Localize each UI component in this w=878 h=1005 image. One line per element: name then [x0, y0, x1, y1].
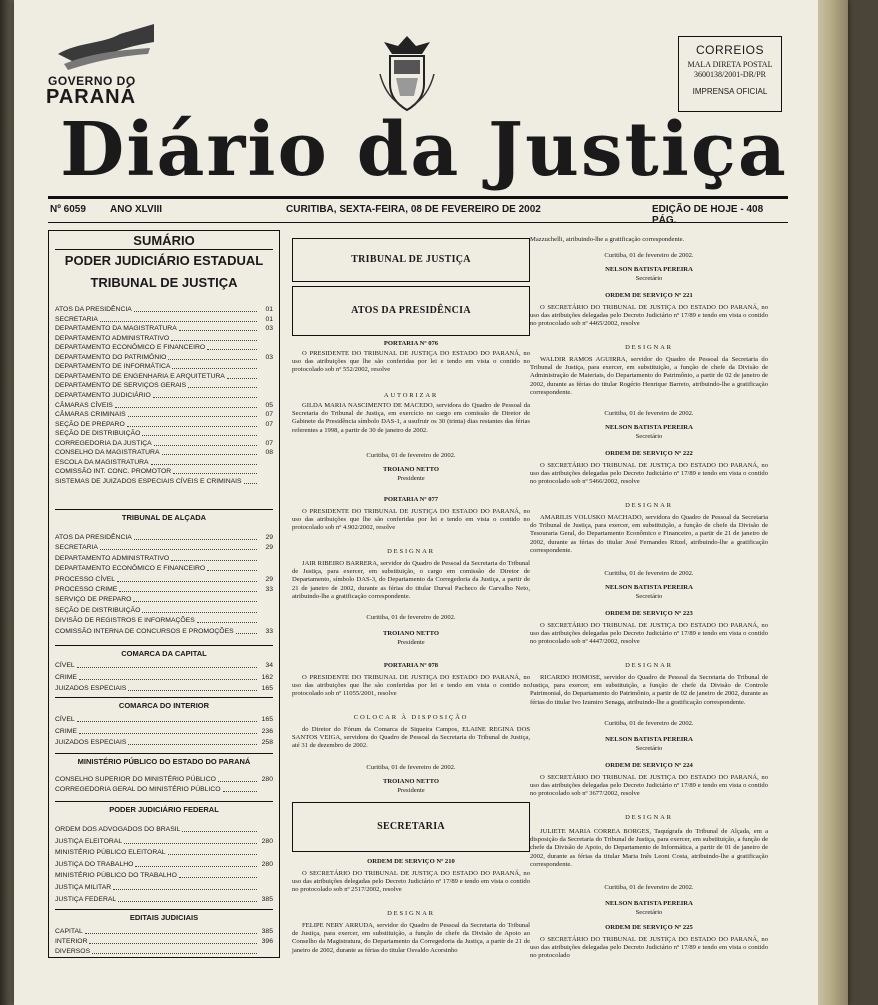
toc-entry — [55, 353, 273, 363]
toc-leader-dots — [134, 533, 257, 540]
toc-section-title: COMARCA DA CAPITAL — [121, 649, 207, 658]
newspaper-page — [14, 0, 848, 1005]
toc-entry-label: MINISTÉRIO PÚBLICO DO TRABALHO — [55, 872, 177, 880]
divider — [55, 753, 273, 754]
toc-entry-page: 07 — [265, 439, 273, 447]
ordem-role: Secretário — [635, 275, 663, 282]
toc-entry-page — [259, 343, 273, 353]
toc-entry — [55, 439, 273, 449]
toc-entry — [55, 343, 273, 353]
gov-line1: GOVERNO DO — [48, 74, 136, 88]
toc-entry-page: 03 — [265, 353, 273, 361]
toc-section-title: PODER JUDICIÁRIO FEDERAL — [109, 805, 219, 814]
toc-entry-label: DIVISÃO DE REGISTROS E INFORMAÇÕES — [55, 617, 195, 625]
toc-entry — [55, 616, 273, 626]
toc-entry-page — [259, 429, 273, 439]
section-box-tribunal: TRIBUNAL DE JUSTIÇA — [292, 238, 530, 282]
toc-entry-label: ORDEM DOS ADVOGADOS DO BRASIL — [55, 826, 181, 833]
portaria-signer: TROIANO NETTO — [382, 466, 440, 473]
sumario-title: SUMÁRIO — [133, 233, 195, 248]
toc-section-title: MINISTÉRIO PÚBLICO DO ESTADO DO PARANÁ — [77, 757, 251, 766]
toc-entry-label: CÂMARAS CÍVEIS — [55, 401, 113, 409]
toc-entry-page: 33 — [265, 627, 273, 635]
toc-leader-dots — [207, 564, 257, 571]
toc-entry-label: DEPARTAMENTO DE SERVIÇOS GERAIS — [55, 382, 187, 390]
portaria-verb: COLOCAR À DISPOSIÇÃO — [353, 714, 469, 721]
toc-entry-page: 07 — [265, 411, 273, 419]
issue-number: Nº 6059 — [50, 204, 86, 215]
issue-year: ANO XLVIII — [110, 204, 163, 215]
ordem-intro: O SECRETÁRIO DO TRIBUNAL DE JUSTIÇA DO ESTADO DO PARANÁ, no uso das atribuições delegadas pelo Decreto Judiciário nº 17/89 e tendo em vista o contido no protocolado sob nº 4447/2002, resolve — [530, 622, 768, 646]
toc-entry — [55, 315, 273, 325]
portaria-title: PORTARIA Nº 077 — [383, 496, 439, 503]
toc-leader-dots — [119, 585, 257, 592]
toc-entry — [55, 391, 273, 401]
toc-entry — [55, 420, 273, 430]
toc-entry-page: 385 — [261, 895, 273, 903]
toc-entry-label: DEPARTAMENTO ADMINISTRATIVO — [55, 334, 170, 342]
toc-entry-page: 165 — [261, 716, 273, 723]
toc-entry-label: CONSELHO DA MAGISTRATURA — [55, 449, 160, 457]
toc-entry-label: DIVERSOS — [55, 948, 91, 955]
toc-entry-page: 29 — [265, 544, 273, 552]
toc-entry-label: JUSTIÇA MILITAR — [55, 884, 112, 891]
toc-entry-label: CRIME — [55, 727, 77, 735]
toc-entry-label: JUSTIÇA ELEITORAL — [55, 837, 123, 845]
sumario-heading-2: TRIBUNAL DE JUSTIÇA — [90, 275, 238, 290]
toc-entry — [55, 305, 273, 315]
toc-entry-label: DEPARTAMENTO JUDICIÁRIO — [55, 391, 151, 399]
toc-leader-dots — [89, 937, 257, 944]
toc-entry — [55, 661, 273, 671]
toc-leader-dots — [154, 439, 257, 446]
portaria-verb: AUTORIZAR — [383, 392, 439, 399]
toc-entry-page — [259, 362, 273, 372]
toc-leader-dots — [128, 684, 257, 691]
toc-entry-page — [259, 381, 273, 391]
toc-entry — [55, 837, 273, 847]
toc-leader-dots — [77, 715, 257, 722]
ordem-signer: NELSON BATISTA PEREIRA — [605, 266, 693, 273]
toc-entry-label: SERVIÇO DE PREPARO — [55, 596, 132, 604]
toc-entry — [55, 848, 273, 858]
book-binding — [0, 0, 14, 1005]
toc-section-title: EDITAIS JUDICIAIS — [129, 913, 199, 922]
toc-entry-label: DEPARTAMENTO ECONÔMICO E FINANCEIRO — [55, 565, 206, 573]
toc-entry-page: 29 — [265, 575, 273, 583]
toc-section-title: COMARCA DO INTERIOR — [118, 701, 210, 710]
toc-entry — [55, 775, 273, 785]
toc-leader-dots — [171, 554, 257, 561]
ordem-role: Secretário — [635, 593, 663, 600]
page-edge-stack — [818, 0, 848, 1005]
masthead-title: Diário da Justiça — [60, 107, 788, 193]
ordem-signer: NELSON BATISTA PEREIRA — [605, 584, 693, 591]
toc-entry — [55, 673, 273, 683]
toc-entry-page: 396 — [261, 938, 273, 945]
toc-entry-label: ATOS DA PRESIDÊNCIA — [55, 306, 132, 313]
toc-entry-page: 34 — [265, 662, 273, 669]
toc-entry-label: DEPARTAMENTO DE ENGENHARIA E ARQUITETURA — [55, 372, 225, 380]
table-of-contents — [48, 230, 280, 958]
toc-entry-label: CÂMARAS CRIMINAIS — [55, 411, 126, 419]
toc-entry-page: 01 — [265, 306, 273, 313]
toc-leader-dots — [118, 895, 257, 902]
toc-entry-label: CAPITAL — [55, 928, 83, 935]
portaria-signer: TROIANO NETTO — [382, 778, 440, 785]
toc-entry — [55, 543, 273, 553]
ordem-title: ORDEM DE SERVIÇO Nº 210 — [367, 858, 455, 865]
divider — [55, 645, 273, 646]
toc-entry-label: ESCOLA DA MAGISTRATURA — [55, 458, 149, 466]
sumario-heading-1: PODER JUDICIÁRIO ESTADUAL — [64, 253, 264, 268]
toc-entry — [55, 606, 273, 616]
ordem-signer: NELSON BATISTA PEREIRA — [605, 424, 693, 431]
section-box-secretaria: SECRETARIA — [292, 802, 530, 852]
toc-entry-label: DEPARTAMENTO DA MAGISTRATURA — [55, 325, 177, 333]
toc-entry-page — [259, 334, 273, 344]
toc-entry-label: CONSELHO SUPERIOR DO MINISTÉRIO PÚBLICO — [55, 776, 216, 783]
toc-leader-dots — [182, 825, 257, 832]
toc-leader-dots — [117, 575, 257, 582]
toc-leader-dots — [153, 391, 257, 398]
toc-leader-dots — [135, 860, 257, 867]
portaria-body: GILDA MARIA NASCIMENTO DE MACEDO, servidora do Quadro de Pessoal da Secretaria do Tribunal de Justiça, em exercício no cargo em comissão de Diretor de Gabinete da Presidência símbolo DAS-1, a usufruir os 30 (trinta) dias restantes das férias referentes a 1998, a partir de 30 de janeiro de 2002. — [292, 402, 530, 434]
toc-entry-page — [259, 947, 273, 957]
divider — [55, 801, 273, 802]
toc-entry-page: 01 — [265, 315, 273, 323]
portaria-title: PORTARIA Nº 076 — [383, 340, 439, 347]
correios-title: CORREIOS — [695, 43, 764, 57]
portaria-date: Curitiba, 01 de fevereiro de 2002. — [366, 614, 456, 621]
toc-entry-label: JUSTIÇA DO TRABALHO — [55, 860, 134, 868]
toc-leader-dots — [79, 673, 257, 680]
toc-entry-page: 29 — [265, 534, 273, 541]
toc-entry — [55, 458, 273, 468]
ordem-title: ORDEM DE SERVIÇO Nº 225 — [605, 924, 693, 931]
ordem-body: AMARILIS VOLUSKO MACHADO, servidora do Quadro de Pessoal da Secretaria do Tribunal de Justiça, para exercer, em substituição, a função de chefe da Divisão de Tesouraria Geral, do Departamento Econômico e Financeiro, a partir de 21 de janeiro de 2002, durante as férias do titular José Fernandes Ritzel, atribuindo-lhe a gratificação correspondente. — [530, 514, 768, 554]
toc-entry — [55, 429, 273, 439]
bottom-rule — [48, 222, 788, 223]
toc-leader-dots — [142, 429, 257, 436]
toc-entry-page — [259, 477, 273, 487]
toc-entry — [55, 585, 273, 595]
toc-entry — [55, 401, 273, 411]
toc-entry-label: COMISSÃO INTERNA DE CONCURSOS E PROMOÇÕES — [55, 627, 234, 635]
ordem-body: WALDIR RAMOS AGUIRRA, servidor do Quadro de Pessoal da Secretaria do Tribunal de Justiça, para exercer, em substituição, a função de chefe da Divisão de Administração de Materiais, do Departamento do Patrimônio, a partir de 02 de janeiro de 2002, durante as férias do titular Rogério Henrique Barreto, atribuindo-lhe a gratificação correspondente. — [530, 356, 768, 396]
toc-entry-label: CÍVEL — [55, 716, 75, 723]
toc-entry-page: 385 — [261, 928, 273, 935]
toc-entry-label: SEÇÃO DE PREPARO — [55, 420, 125, 428]
issue-info-bar — [48, 201, 788, 226]
toc-entry — [55, 575, 273, 585]
toc-entry-label: SEÇÃO DE DISTRIBUIÇÃO — [55, 430, 141, 438]
ordem-body: JULIETE MARIA CORREA BORGES, Taquígrafa do Tribunal de Alçada, em a disposição da Secretaria do Tribunal de Justiça, para exercer, em substituição, a função de chefe da Divisão de Apoio, do Departamento de Informática, a partir de 01 de janeiro de 2002, durante as férias da titular Maria Inês Leoni Costa, atribuindo-lhe a gratificação correspondente. — [530, 828, 768, 868]
ordem-verb: DESIGNAR — [625, 814, 673, 821]
ordem-role: Secretário — [635, 909, 663, 916]
toc-entry — [55, 477, 273, 487]
portaria-role: Presidente — [397, 787, 425, 794]
toc-entry — [55, 947, 273, 957]
toc-leader-dots — [124, 837, 257, 844]
toc-leader-dots — [188, 381, 257, 388]
toc-leader-dots — [197, 616, 257, 623]
portaria-intro: O PRESIDENTE DO TRIBUNAL DE JUSTIÇA DO ESTADO DO PARANÁ, no uso das atribuições que lhe são conferidas por lei e tendo em vista o contido no protocolado sob nº 4.902/2002, resolve — [292, 508, 530, 532]
ordem-signer: NELSON BATISTA PEREIRA — [605, 900, 693, 907]
toc-entry-label: DEPARTAMENTO DE INFORMÁTICA — [55, 363, 171, 371]
toc-entry-page: 07 — [265, 420, 273, 428]
toc-entry-page: 03 — [265, 325, 273, 333]
toc-entry-label: JUIZADOS ESPECIAIS — [55, 685, 127, 692]
toc-entry-label: DEPARTAMENTO ADMINISTRATIVO — [55, 554, 170, 562]
toc-entry — [55, 467, 273, 477]
ordem-body: FELIPE NERY ARRUDA, servidor do Quadro de Pessoal da Secretaria do Tribunal de Justiça, para exercer, em substituição, a função de chefe da Divisão de Apoio ao Conselho da Magistratura, do Departamento da Corregedoria da Justiça, a partir de 21 de janeiro de 2002, durante as férias do titular Osvaldo Acorsinho — [292, 922, 530, 954]
ordem-role: Secretário — [635, 745, 663, 752]
toc-entry-page: 162 — [261, 673, 273, 681]
toc-leader-dots — [207, 343, 257, 350]
toc-entry — [55, 564, 273, 574]
toc-leader-dots — [127, 420, 257, 427]
toc-entry — [55, 883, 273, 893]
toc-entry-page: 05 — [265, 401, 273, 409]
toc-leader-dots — [218, 775, 257, 782]
continued-text: Mazzuchelli, atribuindo-lhe a gratificação correspondente. — [530, 236, 685, 243]
toc-entry — [55, 554, 273, 564]
issue-edition: EDIÇÃO DE HOJE - 408 PÁG. — [652, 204, 764, 226]
toc-entry-page — [259, 467, 273, 477]
toc-entry — [55, 871, 273, 881]
toc-entry-page: 236 — [261, 727, 273, 735]
toc-entry-label: CORREGEDORIA GERAL DO MINISTÉRIO PÚBLICO — [55, 786, 221, 793]
toc-leader-dots — [173, 467, 257, 474]
ordem-intro: O SECRETÁRIO DO TRIBUNAL DE JUSTIÇA DO ESTADO DO PARANÁ, no uso das atribuições delegadas pelo Decreto Judiciário nº 17/89 e tendo em vista o contido no protocolado sob nº 2517/2002, resolve — [292, 870, 530, 894]
toc-entry — [55, 448, 273, 458]
toc-leader-dots — [115, 401, 257, 408]
toc-leader-dots — [162, 448, 258, 455]
divider — [55, 697, 273, 698]
toc-entry-page: 280 — [261, 837, 273, 845]
toc-leader-dots — [171, 334, 257, 341]
toc-entry — [55, 715, 273, 725]
toc-entry-label: PROCESSO CÍVEL — [55, 575, 116, 583]
toc-entry — [55, 727, 273, 737]
toc-leader-dots — [244, 477, 257, 484]
toc-entry — [55, 627, 273, 637]
toc-entry — [55, 410, 273, 420]
toc-entry-page — [259, 785, 273, 795]
portaria-date: Curitiba, 01 de fevereiro de 2002. — [366, 764, 456, 771]
toc-leader-dots — [92, 947, 257, 954]
toc-entry-label: SEÇÃO DE DISTRIBUIÇÃO — [55, 606, 141, 614]
divider — [55, 909, 273, 910]
ordem-signer: NELSON BATISTA PEREIRA — [605, 736, 693, 743]
toc-leader-dots — [133, 595, 257, 602]
toc-entry-label: SECRETARIA — [55, 544, 98, 552]
toc-leader-dots — [85, 927, 257, 934]
toc-entry — [55, 533, 273, 543]
toc-leader-dots — [227, 372, 257, 379]
toc-entry-page — [259, 616, 273, 626]
toc-leader-dots — [79, 727, 257, 734]
toc-entry-label: CRIME — [55, 673, 77, 681]
toc-entry-page — [259, 554, 273, 564]
toc-entry — [55, 324, 273, 334]
ordem-intro: O SECRETÁRIO DO TRIBUNAL DE JUSTIÇA DO ESTADO DO PARANÁ, no uso das atribuições delegadas pelo Decreto Judiciário nº 17/89 e tendo em vista o contido no protocolado sob nº 5466/2002, resolve — [530, 462, 768, 486]
toc-entry — [55, 927, 273, 937]
toc-entry-page — [259, 564, 273, 574]
ordem-date: Curitiba, 01 de fevereiro de 2002. — [604, 252, 694, 259]
toc-entry-label: CORREGEDORIA DA JUSTIÇA — [55, 439, 152, 447]
toc-entry-page — [259, 391, 273, 401]
toc-leader-dots — [172, 362, 257, 369]
correios-line1: MALA DIRETA POSTAL — [687, 60, 773, 69]
toc-leader-dots — [168, 353, 257, 360]
ordem-verb: DESIGNAR — [387, 910, 435, 917]
toc-entry-page — [259, 606, 273, 616]
ordem-date: Curitiba, 01 de fevereiro de 2002. — [604, 884, 694, 891]
toc-entry-label: INTERIOR — [55, 938, 88, 945]
section-box-atos: ATOS DA PRESIDÊNCIA — [292, 286, 530, 336]
toc-leader-dots — [236, 627, 257, 634]
ordem-verb: DESIGNAR — [625, 344, 673, 351]
toc-entry — [55, 362, 273, 372]
toc-leader-dots — [151, 458, 257, 465]
portaria-body: do Diretor do Fórum da Comarca de Siqueira Campos, ELAINE REGINA DOS SANTOS VEIGA, servidora do Quadro de Pessoal da Secretaria do Tribunal de Justiça, até 31 de dezembro de 2002. — [292, 726, 530, 750]
toc-entry-label: PROCESSO CRIME — [55, 586, 118, 593]
ordem-date: Curitiba, 01 de fevereiro de 2002. — [604, 720, 694, 727]
toc-entry-page: 280 — [261, 860, 273, 868]
toc-entry — [55, 825, 273, 835]
toc-leader-dots — [142, 606, 257, 613]
toc-entry-page — [259, 883, 273, 893]
ordem-body: RICARDO HOMOSE, servidor do Quadro de Pessoal da Secretaria do Tribunal de Justiça, para exercer, em substituição, a função de chefe da Divisão de Controle Patrimonial, do Departamento do Patrimônio, a partir de 02 de janeiro de 2002, durante as férias do titular Ivo Izumiro Senaga, atribuindo-lhe a gratificação correspondente. — [530, 674, 768, 706]
ordem-intro: O SECRETÁRIO DO TRIBUNAL DE JUSTIÇA DO ESTADO DO PARANÁ, no uso das atribuições delegadas pelo Decreto Judiciário nº 17/89 e tendo em vista o contido no protocolado sob nº 4465/2002, resolve — [530, 304, 768, 328]
toc-entry-label: ATOS DA PRESIDÊNCIA — [55, 534, 132, 541]
divider — [55, 249, 273, 250]
ordem-title: ORDEM DE SERVIÇO Nº 223 — [605, 610, 693, 617]
toc-leader-dots — [223, 785, 257, 792]
toc-entry-page: 258 — [261, 739, 273, 746]
toc-leader-dots — [128, 738, 257, 745]
toc-entry — [55, 738, 273, 748]
toc-entry — [55, 785, 273, 795]
toc-entry-label: CÍVEL — [55, 662, 75, 669]
toc-leader-dots — [179, 324, 257, 331]
toc-entry-page: 33 — [265, 586, 273, 593]
toc-entry-page: 280 — [261, 776, 273, 783]
toc-entry — [55, 937, 273, 947]
toc-leader-dots — [100, 315, 257, 322]
toc-leader-dots — [77, 661, 257, 668]
portaria-title: PORTARIA Nº 078 — [383, 662, 439, 669]
issue-dateline: CURITIBA, SEXTA-FEIRA, 08 DE FEVEREIRO DE 2002 — [286, 204, 541, 215]
toc-section-title: TRIBUNAL DE ALÇADA — [121, 513, 207, 522]
toc-entry-page — [259, 458, 273, 468]
toc-entry-label: COMISSÃO INT. CONC. PROMOTOR — [55, 468, 172, 476]
toc-entry-label: JUSTIÇA FEDERAL — [55, 895, 117, 903]
toc-entry-label: JUIZADOS ESPECIAIS — [55, 739, 127, 746]
gov-line2: PARANÁ — [46, 86, 137, 108]
toc-entry — [55, 860, 273, 870]
ordem-title: ORDEM DE SERVIÇO Nº 221 — [605, 292, 693, 299]
toc-entry — [55, 595, 273, 605]
portaria-date: Curitiba, 01 de fevereiro de 2002. — [366, 452, 456, 459]
toc-entry-page: 165 — [261, 685, 273, 692]
ordem-role: Secretário — [635, 433, 663, 440]
toc-entry-page — [259, 595, 273, 605]
toc-leader-dots — [113, 883, 257, 890]
toc-leader-dots — [134, 305, 257, 312]
toc-entry-label: SISTEMAS DE JUIZADOS ESPECIAIS CÍVEIS E CRIMINAIS — [55, 477, 242, 485]
divider — [55, 509, 273, 510]
portaria-role: Presidente — [397, 475, 425, 482]
toc-entry-label: SECRETARIA — [55, 315, 98, 323]
toc-entry-page — [259, 372, 273, 382]
toc-entry — [55, 372, 273, 382]
ordem-intro: O SECRETÁRIO DO TRIBUNAL DE JUSTIÇA DO ESTADO DO PARANÁ, no uso das atribuições delegadas pelo Decreto Judiciário nº 17/89 e tendo em vista o contido no protocolado sob nº 3677/2002, resolve — [530, 774, 768, 798]
toc-leader-dots — [128, 410, 257, 417]
top-rule — [48, 196, 788, 199]
ordem-date: Curitiba, 01 de fevereiro de 2002. — [604, 410, 694, 417]
toc-entry-page — [259, 825, 273, 835]
ordem-date: Curitiba, 01 de fevereiro de 2002. — [604, 570, 694, 577]
toc-entry-page — [259, 848, 273, 858]
ordem-title: ORDEM DE SERVIÇO Nº 222 — [605, 450, 693, 457]
toc-leader-dots — [100, 543, 257, 550]
ordem-verb: DESIGNAR — [625, 502, 673, 509]
toc-entry-page: 08 — [265, 449, 273, 457]
ordem-title: ORDEM DE SERVIÇO Nº 224 — [605, 762, 693, 769]
correios-line3: IMPRENSA OFICIAL — [692, 87, 768, 96]
portaria-intro: O PRESIDENTE DO TRIBUNAL DE JUSTIÇA DO ESTADO DO PARANÁ, no uso das atribuições que lhe são conferidas por lei e tendo em vista o contido no protocolado sob nº 11055/2001, resolve — [292, 674, 530, 698]
toc-entry-label: DEPARTAMENTO ECONÔMICO E FINANCEIRO — [55, 344, 206, 352]
toc-entry-page — [259, 871, 273, 881]
toc-leader-dots — [179, 871, 257, 878]
portaria-body: JAIR RIBEIRO BARRERA, servidor do Quadro de Pessoal da Secretaria do Tribunal de Justiça, para exercer, em substituição, o cargo em comissão de Diretor de Departamento, símbolo DAS-3, do Departamento da Corregedoria da Justiça, a partir de 21 de janeiro de 2002, durante as férias do titular Durval Pacheco de Carvalho Neto, atribuindo-lhe a gratificação correspondente. — [292, 560, 530, 600]
toc-entry — [55, 684, 273, 694]
portaria-verb: DESIGNAR — [387, 548, 435, 555]
toc-entry — [55, 334, 273, 344]
ordem-verb: DESIGNAR — [625, 662, 673, 669]
toc-entry-label: DEPARTAMENTO DO PATRIMÔNIO — [55, 353, 167, 361]
toc-leader-dots — [168, 848, 257, 855]
portaria-intro: O PRESIDENTE DO TRIBUNAL DE JUSTIÇA DO ESTADO DO PARANÁ, no uso das atribuições que lhe são conferidas por lei e tendo em vista o contido no protocolado sob nº 552/2002, resolve — [292, 350, 530, 374]
portaria-role: Presidente — [397, 639, 425, 646]
toc-entry — [55, 381, 273, 391]
toc-entry-label: MINISTÉRIO PÚBLICO ELEITORAL — [55, 849, 166, 857]
correios-line2: 3600138/2001-DR/PR — [693, 70, 766, 79]
toc-entry — [55, 895, 273, 905]
portaria-signer: TROIANO NETTO — [382, 630, 440, 637]
ordem-intro: O SECRETÁRIO DO TRIBUNAL DE JUSTIÇA DO ESTADO DO PARANÁ, no uso das atribuições delegadas pelo Decreto Judiciário nº 17/89 e tendo em vista o contido no protocolado — [530, 936, 768, 960]
